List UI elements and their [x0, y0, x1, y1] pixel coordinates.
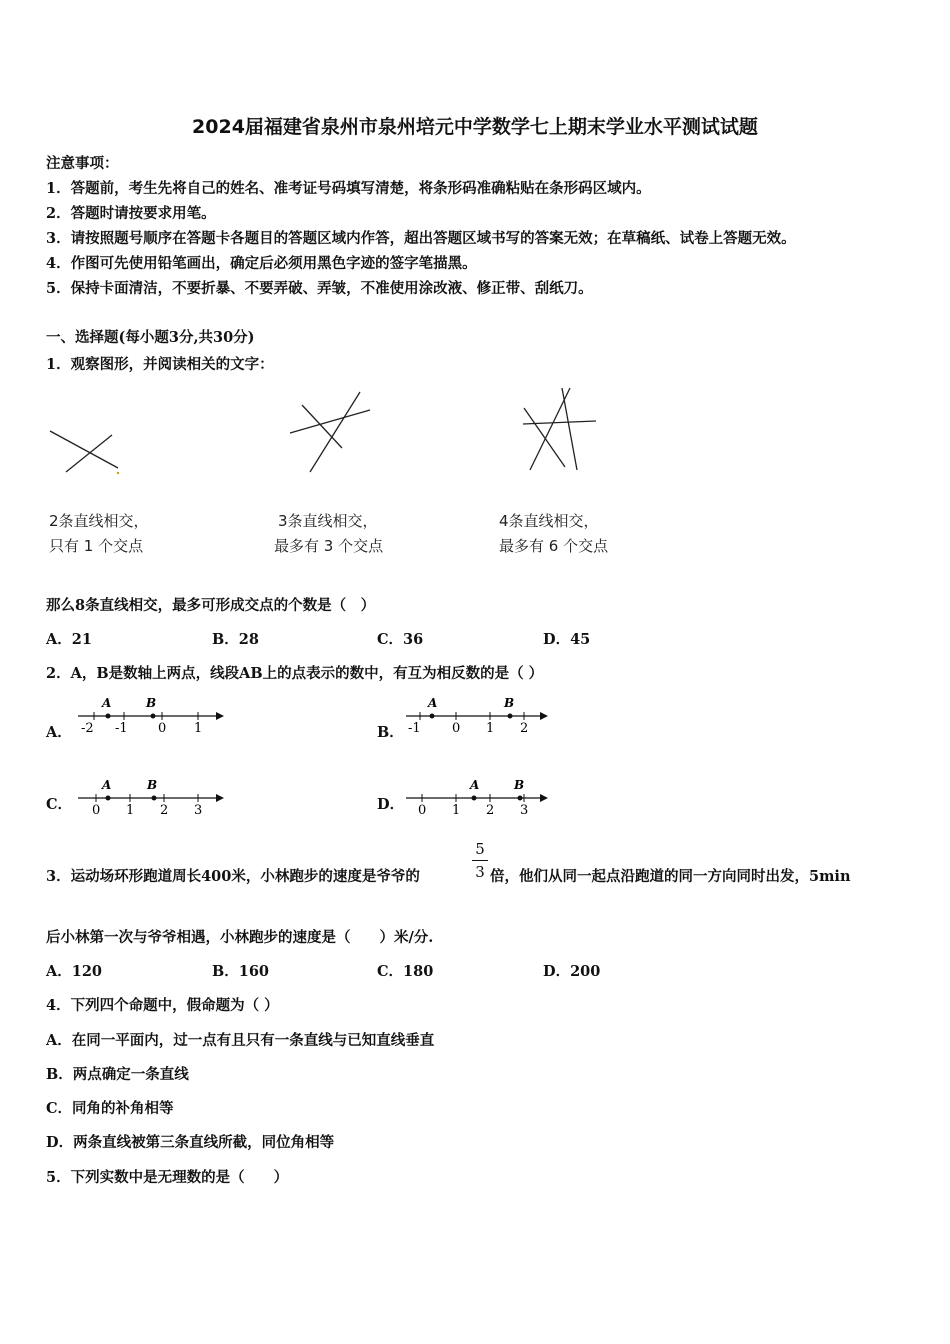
- q3-stem-part1: 3．运动场环形跑道周长400米，小林跑步的速度是爷爷的: [46, 868, 420, 885]
- tick-label: 0: [158, 721, 167, 736]
- q3-stem-line2: 后小林第一次与爷爷相遇，小林跑步的速度是（ ）米/分.: [46, 929, 434, 946]
- q3-option-b: B．160: [212, 963, 270, 980]
- q3-option-c: C．180: [377, 963, 434, 980]
- notice-heading: 注意事项：: [46, 155, 119, 172]
- fig3-caption-line2: 最多有 6 个交点: [499, 537, 609, 555]
- q2-stem: 2．A，B是数轴上两点，线段AB上的点表示的数中，有互为相反数的是（ ）: [46, 665, 544, 682]
- tick-label: 0: [92, 803, 101, 818]
- q3-stem-part2: 倍，他们从同一起点沿跑道的同一方向同时出发，5min: [490, 868, 851, 885]
- notice-item: 2．答题时请按要求用笔。: [46, 205, 216, 222]
- q1-stem: 1．观察图形，并阅读相关的文字：: [46, 356, 274, 373]
- notice-item: 4．作图可先使用铅笔画出，确定后必须用黑色字迹的签字笔描黑。: [46, 255, 477, 272]
- notice-item: 5．保持卡面清洁，不要折暴、不要弄破、弄皱，不准使用涂改液、修正带、刮纸刀。: [46, 280, 593, 297]
- tick-label: 2: [486, 803, 495, 818]
- notice-item: 1．答题前，考生先将自己的姓名、准考证号码填写清楚，将条形码准确粘贴在条形码区域内。: [46, 180, 651, 197]
- tick-label: -1: [115, 721, 128, 736]
- fraction-numerator: 5: [475, 840, 485, 858]
- fig1-caption-line1: 2条直线相交，: [49, 512, 149, 530]
- q3-option-d: D．200: [543, 963, 601, 980]
- point-b-label: B: [504, 696, 515, 710]
- two-lines-figure: [50, 431, 119, 474]
- tick-label: 1: [126, 803, 135, 818]
- tick-label: 1: [452, 803, 461, 818]
- q1-option-d: D．45: [543, 631, 591, 648]
- q2-option-c-label: C．: [46, 796, 73, 813]
- q2-option-a-label: A．: [46, 724, 72, 741]
- q4-option-c: C．同角的补角相等: [46, 1100, 174, 1117]
- three-lines-figure: [290, 392, 370, 472]
- q1-question: 那么8条直线相交，最多可形成交点的个数是（ ）: [46, 597, 376, 614]
- tick-label: 1: [486, 721, 495, 736]
- tick-label: 3: [194, 803, 203, 818]
- q2-option-b-label: B．: [377, 724, 404, 741]
- tick-label: 1: [194, 721, 203, 736]
- q1-option-c: C．36: [377, 631, 424, 648]
- q4-option-a: A．在同一平面内，过一点有且只有一条直线与已知直线垂直: [46, 1032, 435, 1049]
- q2-numberline-a: [72, 692, 232, 742]
- point-a-label: A: [428, 696, 438, 710]
- q4-option-d: D．两条直线被第三条直线所截，同位角相等: [46, 1134, 335, 1151]
- point-a-label: A: [102, 696, 112, 710]
- fig2-caption-line2: 最多有 3 个交点: [274, 537, 384, 555]
- tick-label: 0: [418, 803, 427, 818]
- q3-fraction: [472, 840, 488, 881]
- point-b-label: B: [514, 778, 525, 792]
- point-a-label: A: [470, 778, 480, 792]
- four-lines-figure: [523, 388, 596, 470]
- q2-numberline-b: [400, 692, 560, 742]
- point-b-label: B: [146, 696, 157, 710]
- q4-stem: 4．下列四个命题中，假命题为（ ）: [46, 997, 279, 1014]
- fig3-caption-line1: 4条直线相交，: [499, 512, 599, 530]
- q5-stem: 5．下列实数中是无理数的是（ ）: [46, 1169, 289, 1186]
- section-heading: 一、选择题(每小题3分,共30分): [46, 329, 255, 346]
- page-title: 2024届福建省泉州市泉州培元中学数学七上期末学业水平测试试题: [192, 116, 758, 138]
- tick-label: 3: [520, 803, 529, 818]
- q4-option-b: B．两点确定一条直线: [46, 1066, 189, 1083]
- tick-label: -2: [81, 721, 94, 736]
- q1-option-a: A．21: [46, 631, 92, 648]
- tick-label: 2: [520, 721, 529, 736]
- q2-numberline-c: [72, 774, 232, 824]
- q2-numberline-d: [400, 774, 560, 824]
- q3-option-a: A．120: [46, 963, 103, 980]
- point-b-label: B: [147, 778, 158, 792]
- q1-figures: [40, 380, 690, 490]
- q1-option-b: B．28: [212, 631, 259, 648]
- tick-label: -1: [408, 721, 421, 736]
- tick-label: 2: [160, 803, 169, 818]
- point-a-label: A: [102, 778, 112, 792]
- notice-item: 3．请按照题号顺序在答题卡各题目的答题区域内作答，超出答题区域书写的答案无效；在草稿纸、试卷上答题无效。: [46, 230, 796, 247]
- q2-option-d-label: D．: [377, 796, 405, 813]
- fraction-denominator: 3: [475, 863, 485, 881]
- tick-label: 0: [452, 721, 461, 736]
- fig2-caption-line1: 3条直线相交，: [278, 512, 378, 530]
- fig1-caption-line2: 只有 1 个交点: [49, 537, 144, 555]
